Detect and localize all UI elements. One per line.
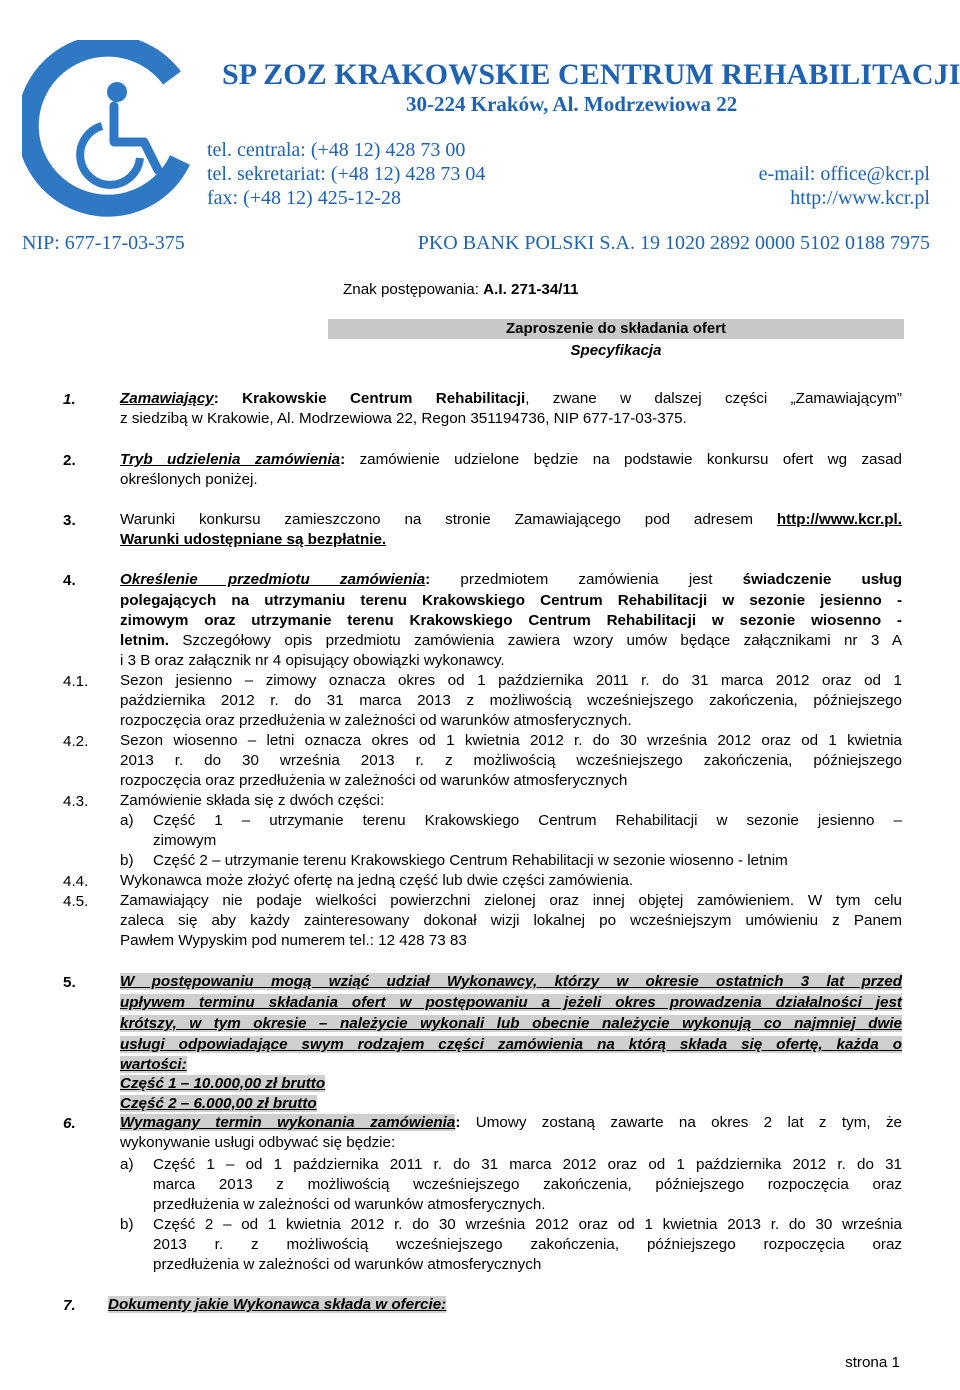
part-1-value-text: Część 1 – 10.000,00 zł brutto	[120, 1075, 326, 1092]
section-5-text-2: upływem terminu składania ofert w postępowaniu a jeżeli okres prowadzenia działalności jest	[120, 994, 902, 1011]
section-5-line-3	[120, 1014, 902, 1034]
kcr-logo	[22, 40, 202, 220]
section-6-heading: Wymagany termin wykonania zamówienia	[120, 1114, 456, 1131]
section-7-number: 7.	[63, 1297, 76, 1314]
email[interactable]: e-mail: office@kcr.pl	[758, 163, 930, 185]
institution-name: SP ZOZ KRAKOWSKIE CENTRUM REHABILITACJI	[222, 58, 960, 91]
sub-4-1-number: 4.1.	[63, 673, 89, 690]
fax: fax: (+48 12) 425-12-28	[207, 187, 402, 209]
section-3-number: 3.	[63, 512, 76, 529]
term-b-line-2: 2013 r. z możliwością wcześniejszego zakończenia, późniejszego rozpoczęcia oraz	[153, 1236, 902, 1253]
section-5-line-4	[120, 1035, 902, 1055]
sub-4-2-line-1: Sezon wiosenno – letni oznacza okres od 1 kwietnia 2012 r. do 30 września 2012 oraz od 1 kwietnia	[120, 732, 902, 749]
section-2-number: 2.	[63, 452, 76, 469]
doc-title: Zaproszenie do składania ofert	[505, 320, 727, 337]
sub-4-2-number: 4.2.	[63, 733, 89, 750]
part-1-value	[120, 1074, 902, 1094]
wheelchair-head	[107, 82, 127, 102]
section-6-colon: :	[455, 1114, 461, 1131]
section-3-line-2: Warunki udostępniane są bezpłatnie.	[120, 531, 387, 548]
section-5-text-1: W postępowaniu mogą wziąć udział Wykonawcy, którzy w okresie ostatnich 3 lat przed	[120, 973, 902, 990]
contracting-party: Krakowskie Centrum Rehabilitacji	[242, 390, 526, 407]
section-5-text-3: krótszy, w tym okresie – należycie wykonali lub obecnie należycie wykonują co najmniej dwie	[120, 1015, 902, 1032]
section-5-text-4: usługi odpowiadające swym rodzajem części zamówienia na którą składa się ofertę, każda o	[120, 1036, 902, 1053]
section-2-line-2: określonych poniżej.	[120, 471, 258, 488]
section-5-text-5: wartości:	[120, 1056, 187, 1073]
institution-address: 30-224 Kraków, Al. Modrzewiowa 22	[406, 92, 738, 116]
page-number: strona 1	[845, 1354, 900, 1371]
part-a-letter: a)	[120, 812, 134, 829]
term-b-letter: b)	[120, 1216, 134, 1233]
conditions-url[interactable]: http://www.kcr.pl.	[776, 511, 902, 528]
section-5-line-1	[120, 972, 902, 992]
section-4-line-3: zimowym oraz utrzymanie terenu Krakowskiego Centrum Rehabilitacji w sezonie wiosenno -	[120, 612, 902, 629]
part-a-line-2: zimowym	[153, 832, 217, 849]
tel-central: tel. centrala: (+48 12) 428 73 00	[207, 139, 466, 161]
section-2-heading: Tryb udzielenia zamówienia	[120, 451, 341, 468]
case-number	[343, 281, 579, 298]
website-link[interactable]: http://www.kcr.pl	[790, 187, 930, 209]
section-4-line-1	[120, 570, 902, 590]
section-6-line-1	[120, 1113, 902, 1133]
sub-4-4-number: 4.4.	[63, 873, 89, 890]
section-4-line-5: i 3 B oraz załącznik nr 4 opisujący obowiązki wykonawcy.	[120, 652, 505, 669]
term-a-line-3: przedłużenia w zależności od warunków atmosferycznych.	[153, 1196, 546, 1213]
doc-subtitle: Specyfikacja	[570, 342, 662, 359]
section-2-rest: zamówienie udzielone będzie na podstawie konkursu ofert wg zasad	[345, 451, 902, 468]
nip: NIP: 677-17-03-375	[22, 232, 185, 254]
sub-4-2-line-2: 2013 r. do 30 września 2013 r. z możliwością wcześniejszego zakończenia, późniejszego	[120, 752, 902, 769]
section-4-bold-2: letnim.	[120, 632, 169, 649]
sub-4-2-line-3: rozpoczęcia oraz przedłużenia w zależności od warunków atmosferycznych	[120, 772, 628, 789]
section-5-line-5	[120, 1055, 902, 1075]
section-7-heading-text: Dokumenty jakie Wykonawca składa w ofercie:	[108, 1296, 447, 1313]
section-2-colon: :	[340, 451, 346, 468]
section-4-line-4	[120, 631, 902, 651]
sub-4-1-line-1: Sezon jesienno – zimowy oznacza okres od 1 października 2011 r. do 31 marca 2012 oraz od 1	[120, 672, 902, 689]
section-1-colon: :	[213, 390, 219, 407]
section-6-rest: Umowy zostaną zawarte na okres 2 lat z tym, że	[460, 1114, 902, 1131]
section-7-heading	[108, 1295, 446, 1315]
section-1-line-1	[120, 389, 902, 409]
section-5-number: 5.	[63, 974, 76, 991]
section-1-heading: Zamawiający	[120, 390, 214, 407]
section-6-number: 6.	[63, 1115, 76, 1132]
section-6-line-2: wykonywanie usługi odbywać się będzie:	[120, 1134, 396, 1151]
bank-account: PKO BANK POLSKI S.A. 19 1020 2892 0000 5102 0188 7975	[417, 232, 930, 254]
section-2-line-1	[120, 450, 902, 470]
part-a-line-1: Część 1 – utrzymanie terenu Krakowskiego Centrum Rehabilitacji w sezonie jesienno –	[153, 812, 902, 829]
part-2-value	[120, 1094, 902, 1114]
term-a-line-2: marca 2013 z możliwością wcześniejszego zakończenia, późniejszego rozpoczęcia oraz	[153, 1176, 902, 1193]
part-2-value-text: Część 2 – 6.000,00 zł brutto	[120, 1095, 317, 1112]
sub-4-1-line-3: rozpoczęcia oraz przedłużenia w zależności od warunków atmosferycznych.	[120, 712, 632, 729]
sub-4-3-number: 4.3.	[63, 793, 89, 810]
section-4-number: 4.	[63, 572, 76, 589]
section-1-number: 1.	[63, 391, 76, 408]
case-label: Znak postępowania:	[343, 281, 484, 298]
sub-4-5-line-3: Pawłem Wypyskim pod numerem tel.: 12 428 73 83	[120, 932, 467, 949]
part-b-letter: b)	[120, 852, 134, 869]
section-1-rest: , zwane w dalszej części „Zamawiającym”	[525, 390, 902, 407]
section-4-bold: świadczenie usług	[742, 571, 902, 588]
term-b-line-1: Część 2 – od 1 kwietnia 2012 r. do 30 września 2012 oraz od 1 kwietnia 2013 r. do 30 września	[153, 1216, 902, 1233]
case-value: A.I. 271-34/11	[483, 281, 579, 298]
term-a-line-1: Część 1 – od 1 października 2011 r. do 31 marca 2012 oraz od 1 października 2012 r. do 31	[153, 1156, 902, 1173]
sub-4-4-line-1: Wykonawca może złożyć ofertę na jedną część lub dwie części zamówienia.	[120, 872, 634, 889]
sub-4-1-line-2: października 2012 r. do 31 marca 2013 z możliwością wcześniejszego zakończenia, późniejszego	[120, 692, 902, 709]
tel-secretariat: tel. sekretariat: (+48 12) 428 73 04	[207, 163, 486, 185]
section-4-heading: Określenie przedmiotu zamówienia	[120, 571, 426, 588]
term-a-letter: a)	[120, 1156, 134, 1173]
sub-4-5-line-1: Zamawiający nie podaje wielkości powierzchni zielonej oraz innej objętej zamówieniem. W tym celu	[120, 892, 902, 909]
section-5-line-2	[120, 993, 902, 1013]
sub-4-5-number: 4.5.	[63, 893, 89, 910]
part-b-line-1: Część 2 – utrzymanie terenu Krakowskiego Centrum Rehabilitacji w sezonie wiosenno - letnim	[153, 852, 788, 869]
section-4-rest: przedmiotem zamówienia jest	[430, 571, 743, 588]
section-4-colon: :	[425, 571, 431, 588]
section-3-line-1	[120, 510, 902, 530]
section-3-text: Warunki konkursu zamieszczono na stronie Zamawiającego pod adresem	[120, 511, 777, 528]
sub-4-3-line-1: Zamówienie składa się z dwóch części:	[120, 792, 385, 809]
section-1-line-2: z siedzibą w Krakowie, Al. Modrzewiowa 22, Regon 351194736, NIP 677-17-03-375.	[120, 410, 687, 427]
section-4-rest-2: Szczegółowy opis przedmiotu zamówienia zawiera wzory umów będące załącznikami nr 3 A	[168, 632, 902, 649]
sub-4-5-line-2: zaleca się aby każdy zainteresowany dokonał wizji lokalnej po wcześniejszym umówieniu z Panem	[120, 912, 902, 929]
term-b-line-3: przedłużenia w zależności od warunków atmosferycznych	[153, 1256, 542, 1273]
section-4-line-2: polegających na utrzymaniu terenu Krakowskiego Centrum Rehabilitacji w sezonie jesienno -	[120, 592, 902, 609]
